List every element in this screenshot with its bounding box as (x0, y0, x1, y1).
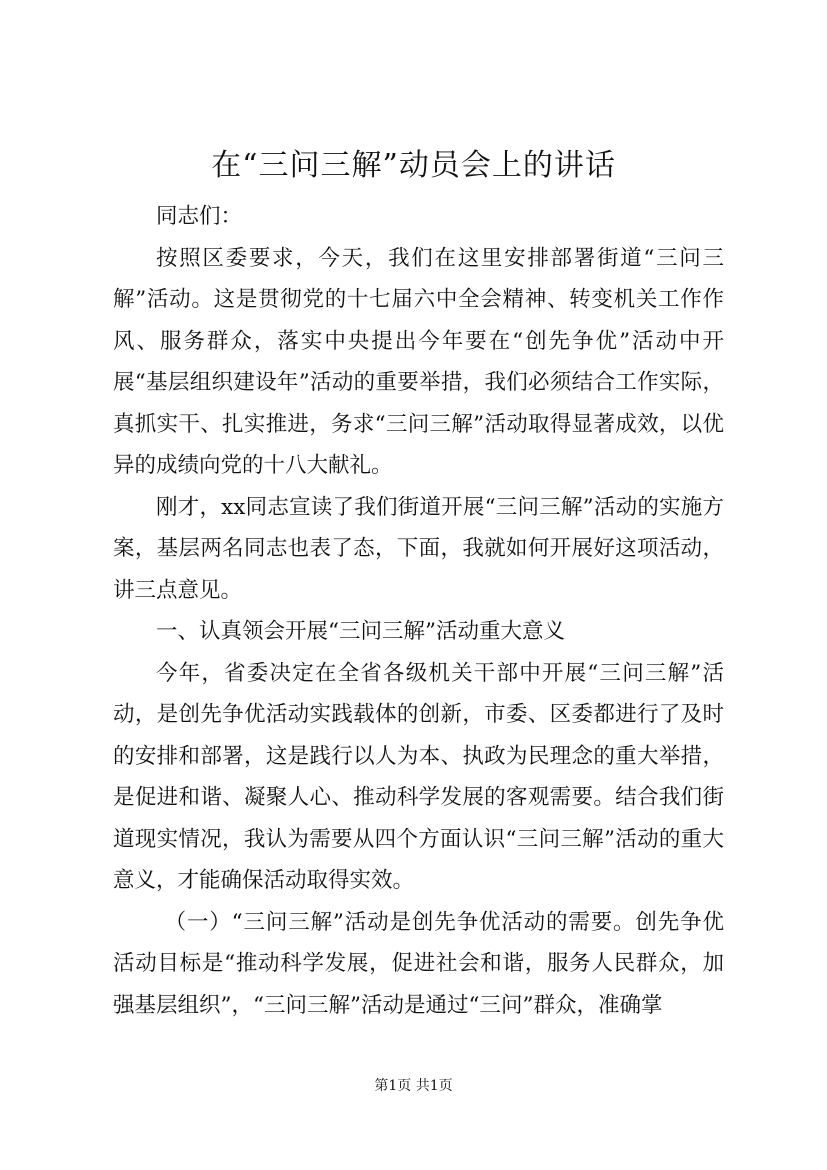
paragraph: 按照区委要求，今天，我们在这里安排部署街道“三问三解”活动。这是贯彻党的十七届六中全会精神、转变机关工作作风、服务群众，落实中央提出今年要在“创先争优”活动中开展“基层组织建设年”活动的重要举措，我们必须结合工作实际，真抓实干、扎实推进，务求“三问三解”活动取得显著成效，以优异的成绩向党的十八大献礼。 (113, 245, 724, 478)
page-footer: 第1页 共1页 (374, 1078, 453, 1094)
salutation: 同志们： (156, 204, 243, 229)
paragraph: 今年，省委决定在全省各级机关干部中开展“三问三解”活动，是创先争优活动实践载体的创新，市委、区委都进行了及时的安排和部署，这是践行以人为本、执政为民理念的重大举措，是促进和谐、凝聚人心、推动科学发展的客观需要。结合我们街道现实情况，我认为需要从四个方面认识“三问三解”活动的重大意义，才能确保活动取得实效。 (113, 660, 724, 893)
document-body (113, 196, 724, 1026)
section-heading: 一、认真领会开展“三问三解”活动重大意义 (156, 619, 565, 644)
paragraph: 刚才，xx同志宣读了我们街道开展“三问三解”活动的实施方案，基层两名同志也表了态，下面，我就如何开展好这项活动，讲三点意见。 (113, 494, 724, 603)
paragraph: （一）“三问三解”活动是创先争优活动的需要。创先争优活动目标是“推动科学发展，促进社会和谐，服务人民群众，加强基层组织”，“三问三解”活动是通过“三问”群众，准确掌 (113, 909, 724, 1018)
document-title: 在“三问三解”动员会上的讲话 (211, 148, 616, 183)
